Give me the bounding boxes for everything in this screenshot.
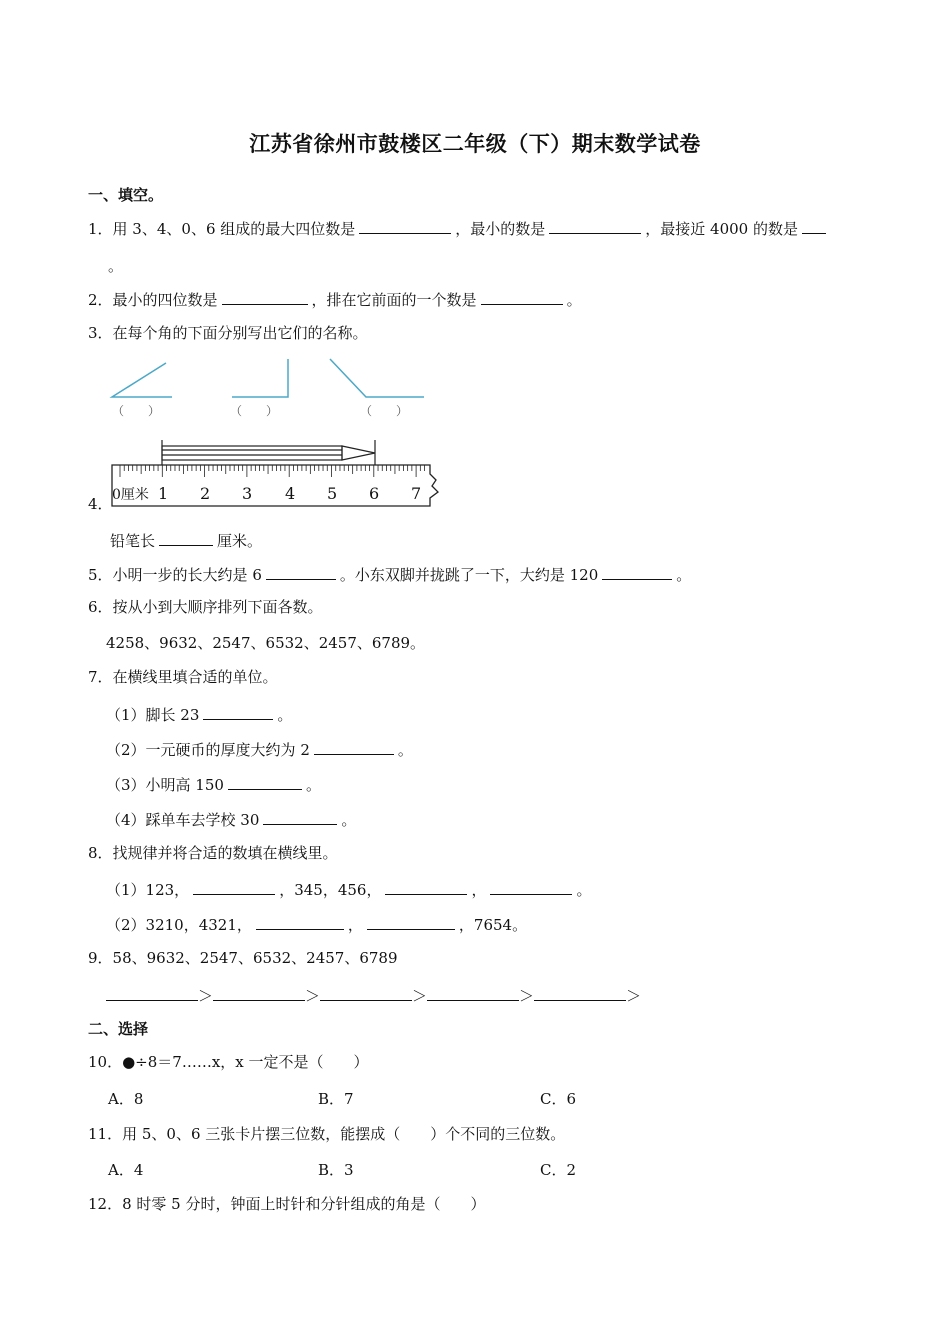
q9-gt-4: ＞ [519, 987, 535, 1005]
q7-2-text: （2）一元硬币的厚度大约为 2 [106, 741, 310, 759]
ruler-label-0: 0厘米 [112, 487, 149, 503]
question-6: 6．按从小到大顺序排列下面各数。 [88, 598, 323, 616]
q8-1-text-a: （1）123， [106, 881, 190, 899]
ruler-label-3: 3 [242, 484, 253, 503]
section-1-heading: 一、填空。 [88, 186, 164, 204]
section-2-heading: 二、选择 [88, 1020, 149, 1038]
q11-option-b[interactable]: B．3 [318, 1161, 354, 1179]
q8-1-blank-1[interactable] [193, 878, 275, 895]
q1-text-a: 1．用 3、4、0、6 组成的最大四位数是 [88, 220, 356, 238]
q1-text-b: ，最小的数是 [455, 220, 546, 238]
q8-1-blank-3[interactable] [490, 878, 572, 895]
q9-gt-3: ＞ [412, 987, 428, 1005]
q5-blank-2[interactable] [602, 563, 672, 580]
q8-2-text-a: （2）3210，4321， [106, 916, 252, 934]
q9-gt-2: ＞ [305, 987, 321, 1005]
ruler-figure [108, 438, 443, 510]
q5-text-b: 。小东双脚并拢跳了一下，大约是 120 [339, 566, 599, 584]
q1-end: 。 [108, 257, 124, 275]
q7-item-4 [106, 808, 356, 830]
question-2 [88, 288, 582, 310]
angles-figure [108, 355, 438, 420]
obtuse-angle [330, 359, 424, 397]
q2-text-c: 。 [566, 291, 582, 309]
bracket-3: （ ） [360, 404, 409, 418]
acute-angle [112, 363, 172, 397]
q9-blank-5[interactable] [534, 984, 626, 1001]
q7-item-2 [106, 738, 413, 760]
bracket-2: （ ） [230, 404, 279, 418]
q11-option-c[interactable]: C．2 [540, 1161, 577, 1179]
question-1 [88, 217, 830, 239]
pencil [162, 440, 375, 466]
question-3: 3．在每个角的下面分别写出它们的名称。 [88, 324, 368, 342]
q8-2-blank-1[interactable] [256, 913, 344, 930]
q5-text-c: 。 [676, 566, 692, 584]
q4-number: 4． [88, 495, 113, 513]
question-5 [88, 563, 691, 585]
q7-3-end: 。 [305, 776, 321, 794]
q7-1-end: 。 [277, 706, 293, 724]
q7-1-text: （1）脚长 23 [106, 706, 200, 724]
q9-blank-1[interactable] [106, 984, 198, 1001]
question-10: 10．●÷8＝7……x，x 一定不是（ ） [88, 1053, 369, 1071]
q9-blank-4[interactable] [427, 984, 519, 1001]
q2-text-a: 2．最小的四位数是 [88, 291, 218, 309]
question-11: 11．用 5、0、6 三张卡片摆三位数，能摆成（ ）个不同的三位数。 [88, 1125, 566, 1143]
q8-2-text-b: ， [347, 916, 363, 934]
q8-line-2 [106, 913, 527, 935]
q7-item-1 [106, 703, 292, 725]
q7-3-text: （3）小明高 150 [106, 776, 224, 794]
bracket-1: （ ） [112, 404, 161, 418]
q5-text-a: 5．小明一步的长大约是 6 [88, 566, 262, 584]
q6-numbers: 4258、9632、2547、6532、2457、6789。 [106, 634, 426, 652]
q9-gt-5: ＞ [626, 987, 642, 1005]
q5-blank-1[interactable] [266, 563, 336, 580]
right-angle [232, 359, 288, 397]
question-7: 7．在横线里填合适的单位。 [88, 668, 278, 686]
q1-text-c: ，最接近 4000 的数是 [645, 220, 798, 238]
q10-option-a[interactable]: A．8 [108, 1090, 144, 1108]
ruler-label-6: 6 [369, 484, 380, 503]
q9-blanks [106, 984, 641, 1006]
q10-option-b[interactable]: B．7 [318, 1090, 354, 1108]
ruler-label-1: 1 [158, 484, 169, 503]
q1-blank-1[interactable] [359, 217, 451, 234]
q7-4-text: （4）踩单车去学校 30 [106, 811, 260, 829]
q8-1-text-d: 。 [576, 881, 592, 899]
q1-blank-3[interactable] [802, 217, 826, 234]
q8-2-text-c: ，7654。 [458, 916, 528, 934]
q7-4-blank[interactable] [263, 808, 337, 825]
ruler-label-7: 7 [411, 484, 422, 503]
q7-2-end: 。 [397, 741, 413, 759]
q7-1-blank[interactable] [203, 703, 273, 720]
q8-1-text-c: ， [471, 881, 487, 899]
q11-option-a[interactable]: A．4 [108, 1161, 144, 1179]
question-8: 8．找规律并将合适的数填在横线里。 [88, 844, 338, 862]
q4-text-a: 铅笔长 [110, 532, 156, 550]
q8-1-blank-2[interactable] [385, 878, 467, 895]
q1-blank-2[interactable] [549, 217, 641, 234]
q10-option-c[interactable]: C．6 [540, 1090, 577, 1108]
q8-2-blank-2[interactable] [367, 913, 455, 930]
q9-blank-3[interactable] [320, 984, 412, 1001]
q2-blank-2[interactable] [481, 288, 563, 305]
page-title: 江苏省徐州市鼓楼区二年级（下）期末数学试卷 [249, 131, 701, 156]
ruler-label-2: 2 [200, 484, 211, 503]
q7-3-blank[interactable] [228, 773, 302, 790]
q2-text-b: ，排在它前面的一个数是 [311, 291, 477, 309]
q9-blank-2[interactable] [213, 984, 305, 1001]
q4-blank[interactable] [159, 529, 213, 546]
question-9: 9．58、9632、2547、6532、2457、6789 [88, 949, 398, 967]
ruler-label-4: 4 [285, 484, 296, 503]
q8-1-text-b: ，345，456， [279, 881, 382, 899]
q7-item-3 [106, 773, 321, 795]
ruler-label-5: 5 [327, 484, 338, 503]
q7-4-end: 。 [341, 811, 357, 829]
q2-blank-1[interactable] [222, 288, 308, 305]
q8-line-1 [106, 878, 591, 900]
q9-gt-1: ＞ [198, 987, 214, 1005]
q7-2-blank[interactable] [314, 738, 394, 755]
question-4 [110, 529, 262, 551]
question-12: 12．8 时零 5 分时，钟面上时针和分针组成的角是（ ） [88, 1195, 486, 1213]
q4-text-b: 厘米。 [217, 532, 263, 550]
